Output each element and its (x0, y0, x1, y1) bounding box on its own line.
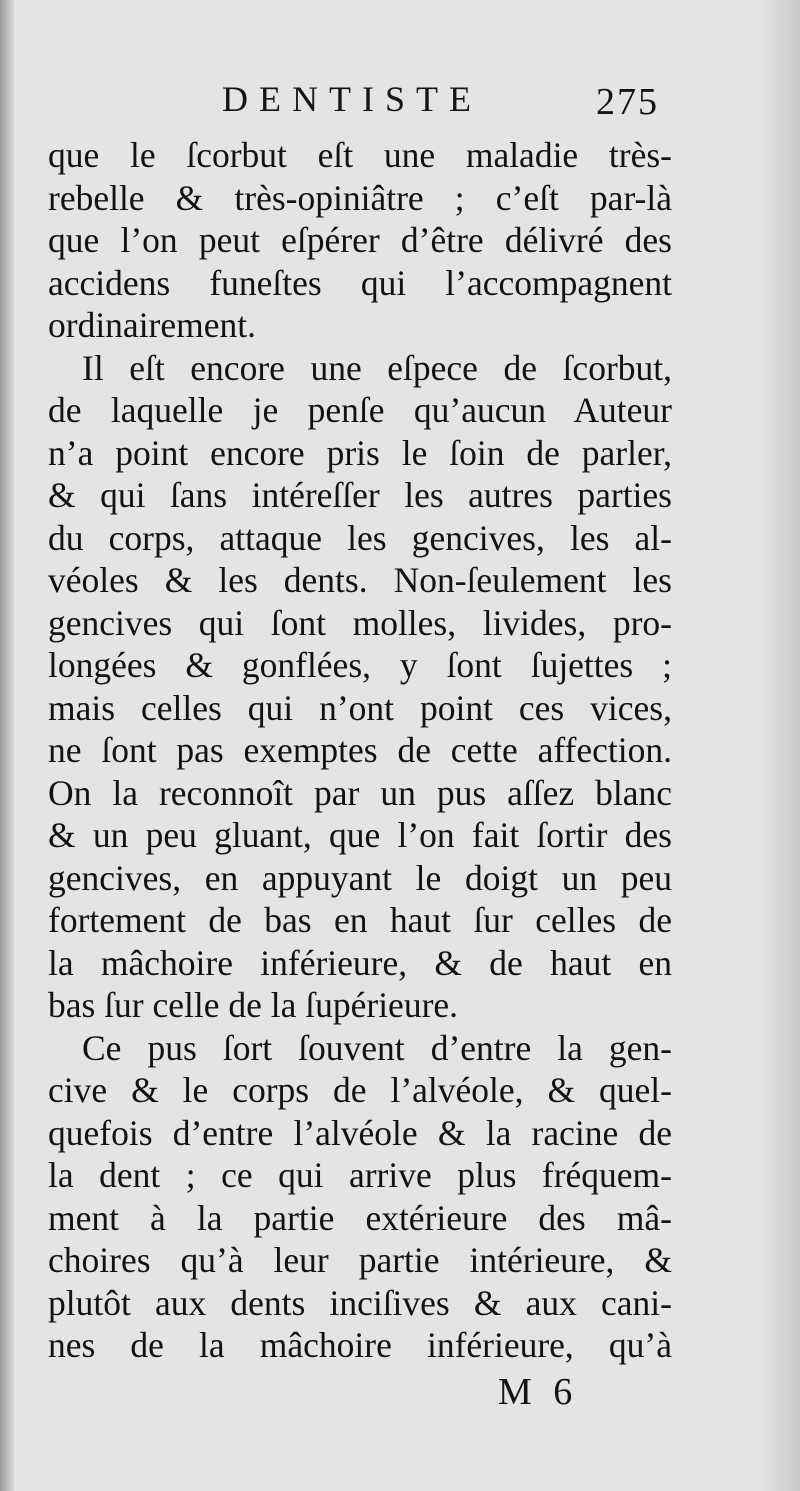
text-line: mais celles qui n’ont point ces vices, (48, 687, 672, 728)
text-line: bas ſur celle de la ſupérieure. (48, 985, 459, 1025)
text-line: rebelle & très-opiniâtre ; c’eſt par-là (48, 177, 672, 218)
text-line: ordinairement. (48, 305, 256, 345)
text-line: cive & le corps de l’alvéole, & quel- (48, 1070, 672, 1110)
text-line: la dent ; ce qui arrive plus fréquem- (48, 1155, 672, 1195)
text-line: que le ſcorbut eſt une maladie très- (48, 135, 672, 175)
text-line: plutôt aux dents inciſives & aux cani- (48, 1282, 672, 1323)
page-header (0, 78, 800, 128)
text-line: fortement de bas en haut ſur celles de (48, 900, 672, 940)
text-line: ment à la partie extérieure des mâ- (48, 1197, 672, 1238)
text-line: gencives qui ſont molles, livides, pro- (48, 602, 672, 643)
body-text (48, 134, 672, 1367)
page-number: 275 (596, 81, 659, 123)
running-title: DENTISTE (222, 79, 482, 119)
text-line: que l’on peut eſpérer d’être délivré des (48, 220, 672, 260)
page-edge (760, 0, 800, 1491)
text-line: & qui ſans intéreſſer les autres parties (48, 475, 672, 515)
text-line: Il eſt encore une eſpece de ſcorbut, (82, 347, 672, 388)
text-line: de laquelle je penſe qu’aucun Auteur (48, 390, 672, 430)
text-line: gencives, en appuyant le doigt un peu (48, 857, 672, 898)
text-line: longées & gonflées, y ſont ſujettes ; (48, 645, 672, 685)
text-line: n’a point encore pris le ſoin de parler, (48, 432, 672, 473)
text-line: quefois d’entre l’alvéole & la racine de (48, 1112, 672, 1153)
text-line: véoles & les dents. Non-ſeulement les (48, 560, 672, 600)
page-gutter-shadow (0, 0, 14, 1491)
signature-mark: M 6 (498, 1371, 579, 1413)
text-line: ne ſont pas exemptes de cette affection. (48, 730, 672, 770)
text-line: choires qu’à leur partie intérieure, & (48, 1240, 672, 1280)
text-line: accidens funeſtes qui l’accompagnent (48, 262, 672, 303)
text-line: la mâchoire inférieure, & de haut en (48, 942, 672, 983)
text-line: Ce pus ſort ſouvent d’entre la gen- (82, 1027, 672, 1068)
text-line: du corps, attaque les gencives, les al- (48, 517, 672, 558)
text-line: nes de la mâchoire inférieure, qu’à (48, 1325, 672, 1365)
text-line: On la reconnoît par un pus aſſez blanc (48, 772, 672, 813)
text-line: & un peu gluant, que l’on fait ſortir des (48, 815, 672, 855)
